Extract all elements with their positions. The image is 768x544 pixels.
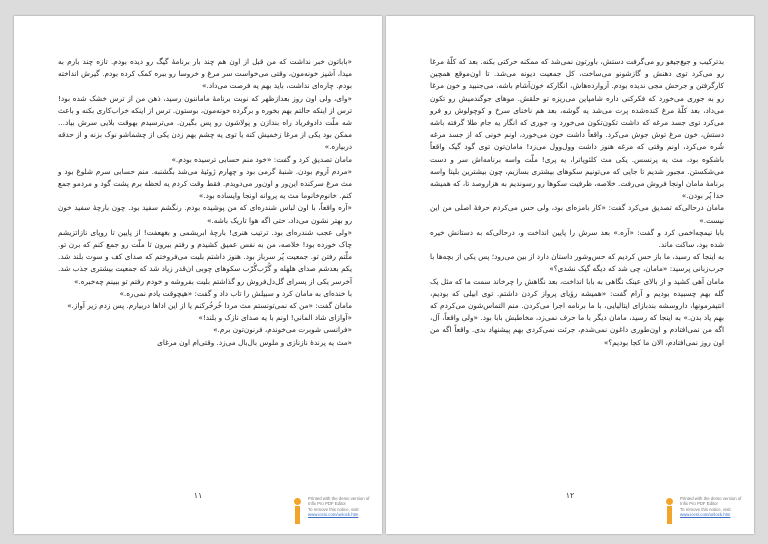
- watermark-line: Printed with the demo version of: [680, 496, 742, 501]
- page-number: ۱۲: [565, 491, 575, 500]
- paragraph: بابا نیمچه‌اخمی کرد و گفت: «آره.» بعد سرش را پایین انداخت و، درحالی‌که به دستانش خیره شده بود، ساکت ماند.: [430, 227, 724, 250]
- watermark-line: Infix Pro PDF Editor: [680, 501, 718, 507]
- paragraph: با خنده‌ای به مامان کرد و سبیلش را تاب داد و گفت: «هیچوقت یادم نمی‌ره.»: [119, 288, 352, 298]
- paragraph: «آوازای شاد الماني! اونم با یه صدای نازک و بلند!»: [198, 313, 352, 323]
- watermark-stamp: [292, 494, 378, 528]
- page-number: ۱۱: [193, 491, 203, 500]
- infix-logo-icon: [664, 496, 678, 524]
- watermark-link[interactable]: www.iceni.com/unlock.htm: [680, 511, 731, 517]
- watermark-line: To remove this notice, visit:: [308, 506, 360, 512]
- paragraph: بدترکیب و جیغ‌جیغو رو می‌گرفت دستش، باورتون نمی‌شد که ممکنه حرکتی بکنه. بعد که کلّهٔ مرغا رو می‌کرد توی دهنش و گازشونو می‌ساخت، کل جمعیت دیونه می‌شد. تا اون‌موقع همچین کارگرفتن و جرحش مجی ندیده بودم. آروارده‌هاش، انگارکه خون‌آشام باشه، می‌جنبید و خون مرغا رو به جوری می‌خورد که فکرکنی داره شامپاین می‌ریزه تو حلقش. موهای جوگندمیش رو تکون می‌داد، بعد کلّهٔ مرغ کنده‌شده پرت می‌شد یه گوشه، بعد هم ناخنای سرخ و کوچولوش رو فرو می‌کرد توی جسد مرغه که داشت تکون‌تکون می‌خورد و، جوری که انگار یه جام طلا گرفته باشه دستش، خون مرغ توش جوش می‌کرد. واقعاً داشت خون می‌خورد، اونم خونی که از جسد مرغه شُره می‌کرد، اونم وقتی که مرغه هنوز داشت وول‌وول می‌زد! مامان‌تون توی گود گیک واقعاً باشکوه بود، مث یه پرنسس. یکی مث کلئوپاترا، یه پری! ملّت واسه برنامه‌اش سر و دست می‌شکستن. مجبور شدیم تا جایی که می‌تونیم سکوهای بیشتری بسازیم، چون بیشترین بلیتا واسه برنامهٔ مامان اونجا فروش می‌رفت. خلاصه، ظرفیت سکوها رو رسوندیم به هزاروصد تا، که همیشه حدا پُر بودن.»: [430, 57, 724, 201]
- paragraph: «وای، ولی اون روز بعدازظهر که نوبت برنامهٔ ماماننون رسید، ذهن من از ترس خشک شده بود! ترس از اینکه حالتم بهم بخوره و برگرده خونه‌مون، بوستون. ترس از اینکه خراب‌کاری بکنه و باعث شه ملّت دادوفریاد راه بندازن و پولاشون رو پس بگیرن. می‌ترسیدم بهوقت بلایی سرش بیاد... ممکن بود یکی از مرغا زخمیش کنه یا توی یه چشم بهم زدن یکی از چشماشو نوک بزنه و از حدقه دربیاره.»: [58, 93, 352, 152]
- paragraph: مامان تصدیق کرد و گفت: «خود منم حسابی ترسیده بودم.»: [171, 154, 352, 164]
- paragraph: «آره واقعاً، با اون لباس شندره‌ای که من پوشیده بودم. رنگشم سفید بود. چون بارچهٔ سفید خون رو بهتر نشون می‌داد، حتی اگه هوا تاریک باشه.»: [58, 203, 352, 225]
- page-text: [430, 56, 724, 349]
- page-text: [58, 56, 352, 349]
- infix-logo-icon: [292, 496, 306, 524]
- paragraph: «ولی عجب شندره‌ای بود. ترتیب هنری! بارچهٔ ابریشمی و بغهعفت! از پایین تا روپای نازاتزیشم چاک خورده بود! خلاصه، من به نفس عمیق کشیدم و رفتم بیرون تا ملّت رو جمع کنم که برن تو. ملّتم رفتن تو. جمعیت پُر سرباز بود. هنوز داشتم بلیت می‌فروختم که صدای کف و سوت بلند شد. یکم بعدشم صدای هلهله و گُرّب‌گُرّب سکوهای چوبی ان‌قدر زیاد شد که جمعیت بیشتری جذب شد. آخرسر یکی از پسرای گل‌دل‌فروش رو گذاشتم بلیت بفروشه و خودم رفتم تو ببینم چه‌خبره.»: [58, 227, 352, 286]
- paragraph: «مث یه پرندهٔ نازنازی و ملوس بال‌بال می‌زد. وقتی‌ام اون مرغای: [157, 337, 352, 347]
- watermark-stamp: [664, 494, 750, 528]
- paragraph: مامان آهی کشید و از بالای عینک نگاهی به بابا انداخت، بعد نگاهش را چرخاند سمت ما که مثل یک گله بهم چسبیده بودیم و آرام گفت: «همیشه رؤیای پرواز کردن داشتم. توی ابیلی که بودیم، انتیفرمونها، داروسشه بندبازای ایتالیایی، با ما برنامه اجرا می‌کردن. منم التماس‌شون می‌کردم که بهم یاد بدن.» به اینجا که رسید، مامان دیگر با ما حرف نمی‌زد، مخاطبش بابا بود. «ولی واقعاً، آل، اگه من نمی‌افتادم و اون‌طوری داغون نمی‌شدم، جرئت نمی‌کردی بهم پیشنهاد بدی. واقعاً اگه من اون روز نمی‌افتادم، الان ما کجا بودیم؟»: [430, 276, 724, 347]
- watermark-line: Infix Pro PDF Editor: [308, 501, 346, 507]
- page-left: [14, 16, 382, 534]
- paragraph: «باباتون خبر نداشت که من قبل از اون هم چند بار برنامهٔ گیگ رو دیده بودم. تازه چند بارم به میدا، آشپز خونه‌مون، وقتی می‌خواست سر مرغ و خروسا رو ببره کمک کرده بودم. گیرش انداخته بودم. چاره‌ای نداشت، باید بهم یه فرصت می‌داد.»: [58, 57, 352, 91]
- watermark-line: Printed with the demo version of: [308, 496, 370, 501]
- paragraph: «مردم آروم بودن. شنبهٔ گرمی بود و چهارم ژوئیهٔ می‌شد بگشنبه. منم حسابی سرم شلوغ بود و مث مرغ سرکنده این‌ور و اون‌ور می‌دویدم. فقط وقت کردم یه لحظه برم پشت گود و مردمو جمع کنم. خانوم‌خانوما مث یه پروانه اونجا وایساده بود.»: [58, 166, 352, 201]
- paragraph: مامان درحالی‌که تصدیق می‌کرد گفت: «کار بامزه‌ای بود، ولی حس می‌کردم حرفهٔ اصلی من این نیست.»: [430, 203, 724, 225]
- watermark-link[interactable]: www.iceni.com/unlock.htm: [308, 511, 359, 517]
- paragraph: به اینجا که رسید، ما باز حس کردیم که حس‌وشور داستان دارد از بین می‌رود؛ پس یکی از بچه‌ها با جرب‌زبانی پرسید: «مامان، چی شد که دیگه گیک نشدی؟»: [430, 252, 724, 274]
- paragraph: مامان گفت: «من که نمی‌تونستم مث مردا خُرخُرکنم یا از این اداها دربیارم. پس زدم زیر آواز.»: [67, 301, 352, 311]
- paragraph: «فرانسی شوبرت می‌خوندم، فرنون‌تون برم.»: [213, 325, 352, 335]
- watermark-line: To remove this notice, visit:: [680, 506, 732, 512]
- page-right: [386, 16, 754, 534]
